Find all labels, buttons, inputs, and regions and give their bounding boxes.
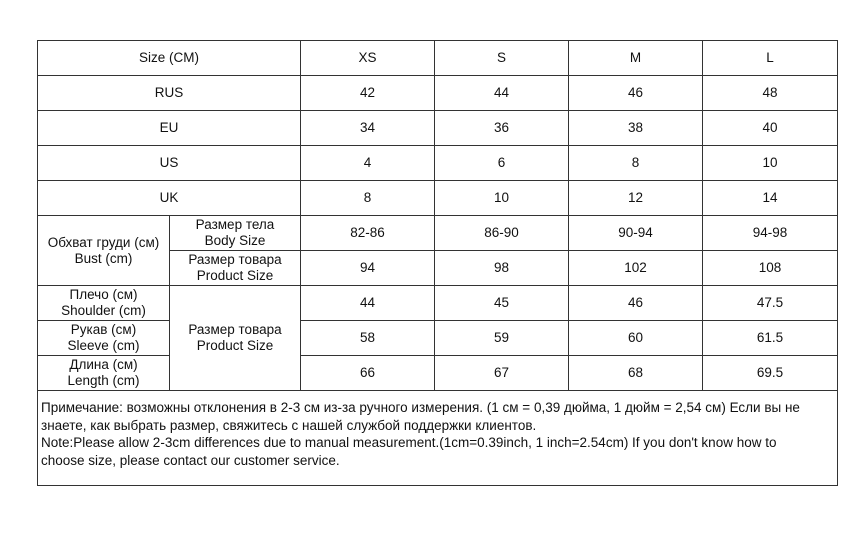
rus-label: RUS (38, 76, 301, 111)
length-label-ru: Длина (см) (69, 357, 138, 372)
size-m-header: M (569, 41, 703, 76)
table-cell: 42 (301, 76, 435, 111)
table-cell: 58 (301, 321, 435, 356)
table-cell: 67 (435, 356, 569, 391)
length-row (38, 356, 838, 391)
table-cell: 94-98 (703, 216, 838, 251)
uk-row (38, 181, 838, 216)
size-cm-header: Size (CM) (38, 41, 301, 76)
body-size-label-en: Body Size (204, 233, 266, 248)
sleeve-label-ru: Рукав (см) (70, 322, 137, 337)
table-cell: 61.5 (703, 321, 838, 356)
body-size-label (170, 216, 301, 251)
product-size-group-label (170, 286, 301, 391)
bust-label-en: Bust (cm) (74, 250, 133, 266)
note-ru-line-1: Примечание: возможны отклонения в 2-3 см из-за ручного измерения. (1 см = 0,39 дюйма, 1 дюйм = 2,54 см) Если вы не (41, 400, 800, 415)
table-cell: 6 (435, 146, 569, 181)
table-cell: 36 (435, 111, 569, 146)
table-cell: 10 (703, 146, 838, 181)
table-cell: 46 (569, 286, 703, 321)
product-size-group-label-en: Product Size (196, 338, 274, 353)
length-label (38, 356, 170, 391)
table-cell: 94 (301, 251, 435, 286)
header-row (38, 41, 838, 76)
note-ru-line-2: знаете, как выбрать размер, свяжитесь с нашей службой поддержки клиентов. (41, 417, 537, 433)
shoulder-label-ru: Плечо (см) (69, 287, 138, 302)
table-cell: 108 (703, 251, 838, 286)
size-l-header: L (703, 41, 838, 76)
rus-row (38, 76, 838, 111)
table-cell: 59 (435, 321, 569, 356)
table-cell: 10 (435, 181, 569, 216)
shoulder-row (38, 286, 838, 321)
table-cell: 14 (703, 181, 838, 216)
table-cell: 8 (301, 181, 435, 216)
size-s-header: S (435, 41, 569, 76)
shoulder-label (38, 286, 170, 321)
table-cell: 34 (301, 111, 435, 146)
body-size-label-ru: Размер тела (195, 217, 275, 232)
product-size-label (170, 251, 301, 286)
sleeve-label (38, 321, 170, 356)
table-cell: 38 (569, 111, 703, 146)
bust-label (38, 216, 170, 286)
table-cell: 8 (569, 146, 703, 181)
table-cell: 69.5 (703, 356, 838, 391)
sleeve-row (38, 321, 838, 356)
bust-body-row (38, 216, 838, 251)
table-cell: 40 (703, 111, 838, 146)
product-size-group-label-ru: Размер товара (188, 322, 282, 337)
table-cell: 68 (569, 356, 703, 391)
table-cell: 66 (301, 356, 435, 391)
note-row (38, 391, 838, 486)
shoulder-label-en: Shoulder (cm) (61, 303, 146, 318)
table-cell: 46 (569, 76, 703, 111)
table-cell: 44 (435, 76, 569, 111)
table-cell: 98 (435, 251, 569, 286)
product-size-label-ru: Размер товара (188, 252, 282, 267)
table-cell: 44 (301, 286, 435, 321)
measurement-note (38, 391, 838, 486)
note-en-line-2: choose size, please contact our customer service. (41, 452, 340, 468)
table-cell: 102 (569, 251, 703, 286)
table-cell: 48 (703, 76, 838, 111)
us-row (38, 146, 838, 181)
table-cell: 12 (569, 181, 703, 216)
uk-label: UK (38, 181, 301, 216)
us-label: US (38, 146, 301, 181)
product-size-label-en: Product Size (196, 268, 274, 283)
table-cell: 47.5 (703, 286, 838, 321)
table-cell: 82-86 (301, 216, 435, 251)
eu-label: EU (38, 111, 301, 146)
bust-label-ru: Обхват груди (см) (47, 234, 160, 250)
note-en-line-1: Note:Please allow 2-3cm differences due to manual measurement.(1cm=0.39inch, 1 inch=2.54cm) If you don't know how to (41, 435, 777, 450)
length-label-en: Length (cm) (67, 373, 140, 388)
table-cell: 90-94 (569, 216, 703, 251)
table-cell: 45 (435, 286, 569, 321)
sleeve-label-en: Sleeve (cm) (67, 338, 140, 353)
table-cell: 4 (301, 146, 435, 181)
size-xs-header: XS (301, 41, 435, 76)
eu-row (38, 111, 838, 146)
table-cell: 60 (569, 321, 703, 356)
table-cell: 86-90 (435, 216, 569, 251)
size-chart-table (37, 40, 838, 486)
